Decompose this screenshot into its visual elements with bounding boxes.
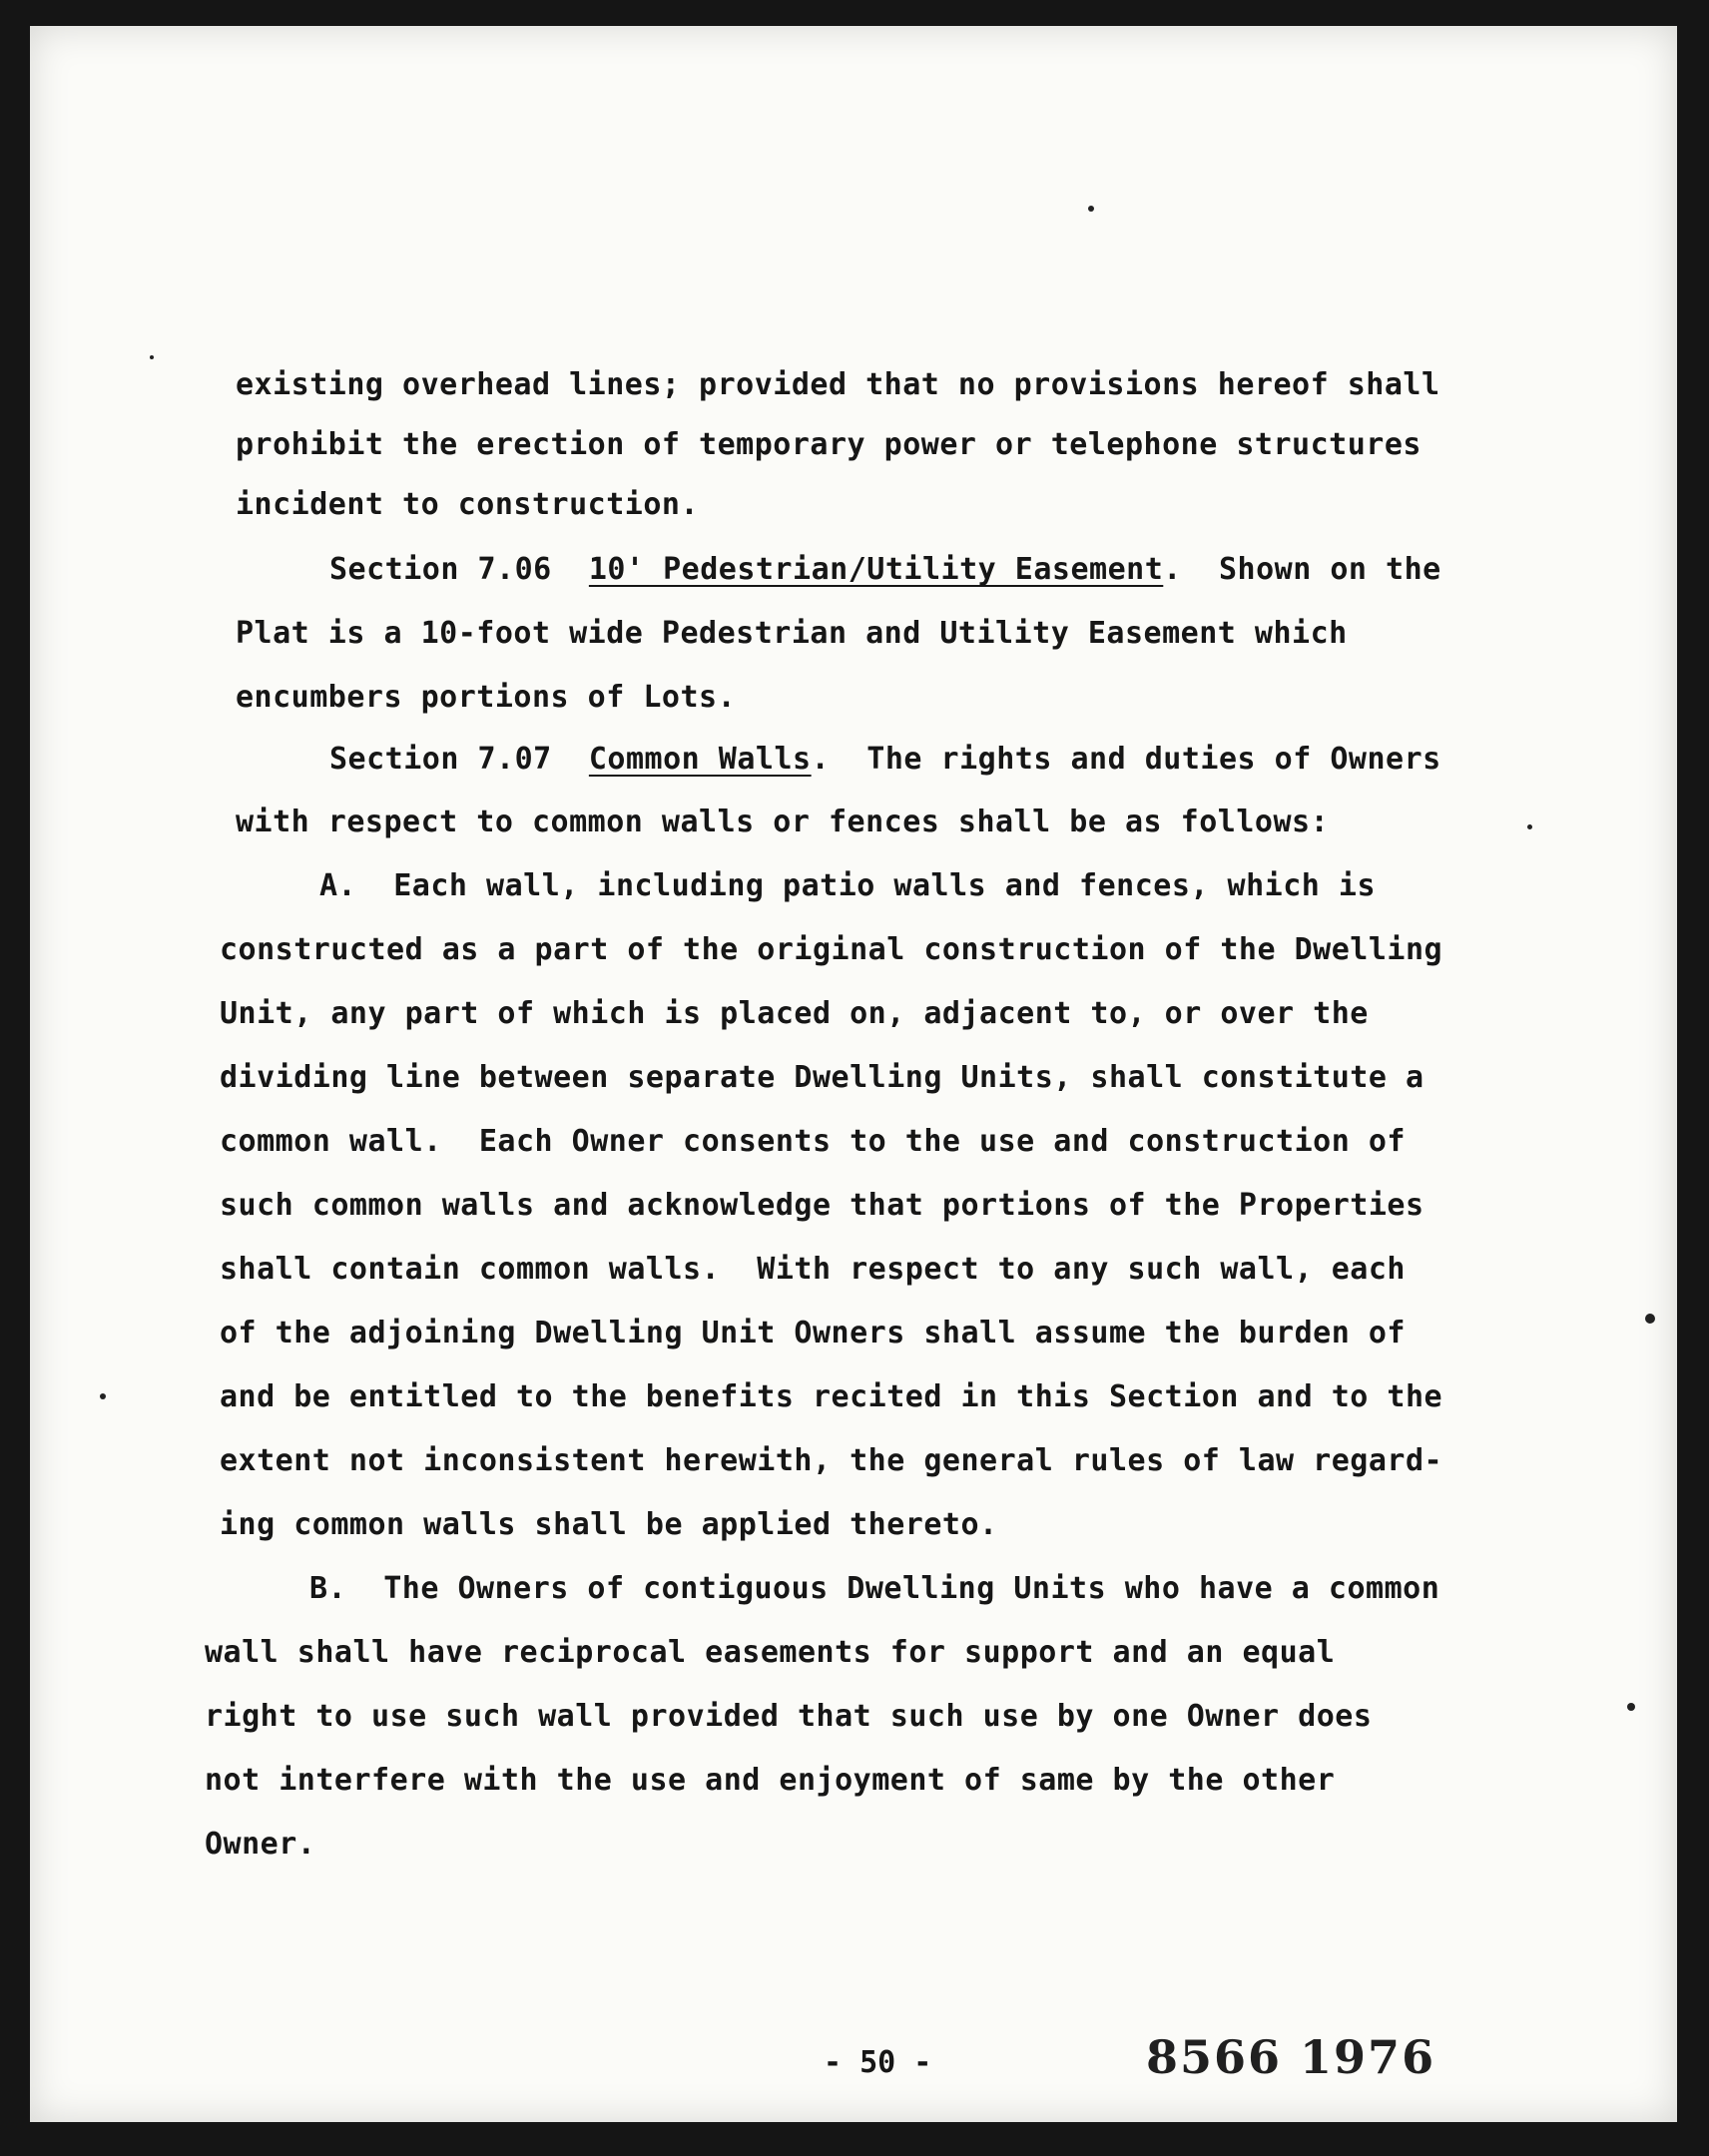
record-number-stamp: 8566 1976 (1146, 2030, 1436, 2084)
page-number: - 50 - (824, 2045, 932, 2080)
document-body (30, 26, 1677, 2122)
paragraph-b-line: wall shall have reciprocal easements for support and an equal (205, 1635, 1336, 1670)
paragraph-a-line: A. Each wall, including patio walls and fences, which is (319, 868, 1377, 903)
section-label: Section 7.06 (329, 552, 552, 587)
body-line: incident to construction. (236, 487, 700, 522)
paragraph-b-line: right to use such wall provided that such use by one Owner does (205, 1699, 1373, 1734)
section-title: Common Walls (588, 742, 812, 777)
body-line: with respect to common walls or fences shall be as follows: (236, 805, 1330, 839)
paragraph-a-line: dividing line between separate Dwelling Units, shall constitute a (220, 1060, 1424, 1095)
paragraph-b-line: not interfere with the use and enjoyment of same by the other (205, 1763, 1336, 1798)
paragraph-a-line: shall contain common walls. With respect to any such wall, each (220, 1252, 1406, 1287)
section-heading-rest: . The rights and duties of Owners (811, 742, 1441, 777)
body-line: prohibit the erection of temporary power or telephone structures (236, 427, 1422, 462)
paragraph-a-line: extent not inconsistent herewith, the general rules of law regard- (220, 1443, 1443, 1478)
body-line: existing overhead lines; provided that no provisions hereof shall (236, 367, 1440, 402)
paragraph-a-line: of the adjoining Dwelling Unit Owners shall assume the burden of (220, 1316, 1406, 1350)
paragraph-a-line: ing common walls shall be applied thereto. (220, 1507, 998, 1542)
paragraph-a-line: constructed as a part of the original construction of the Dwelling (220, 932, 1443, 967)
paragraph-b-line: B. The Owners of contiguous Dwelling Units who have a common (309, 1571, 1440, 1606)
document-page (30, 26, 1677, 2122)
paragraph-a-line: and be entitled to the benefits recited in this Section and to the (220, 1379, 1443, 1414)
body-line: Plat is a 10-foot wide Pedestrian and Utility Easement which (236, 616, 1348, 651)
paragraph-a-line: common wall. Each Owner consents to the use and construction of (220, 1124, 1406, 1159)
section-heading-rest: . Shown on the (1163, 552, 1441, 587)
section-title: 10' Pedestrian/Utility Easement (588, 552, 1164, 587)
paragraph-a-line: Unit, any part of which is placed on, adjacent to, or over the (220, 996, 1369, 1031)
paragraph-b-line: Owner. (205, 1827, 316, 1862)
paragraph-a-line: such common walls and acknowledge that portions of the Properties (220, 1188, 1424, 1223)
section-7-06-heading (329, 552, 1441, 587)
body-line: encumbers portions of Lots. (236, 680, 737, 715)
section-label: Section 7.07 (329, 742, 552, 777)
section-7-07-heading (329, 742, 1441, 777)
